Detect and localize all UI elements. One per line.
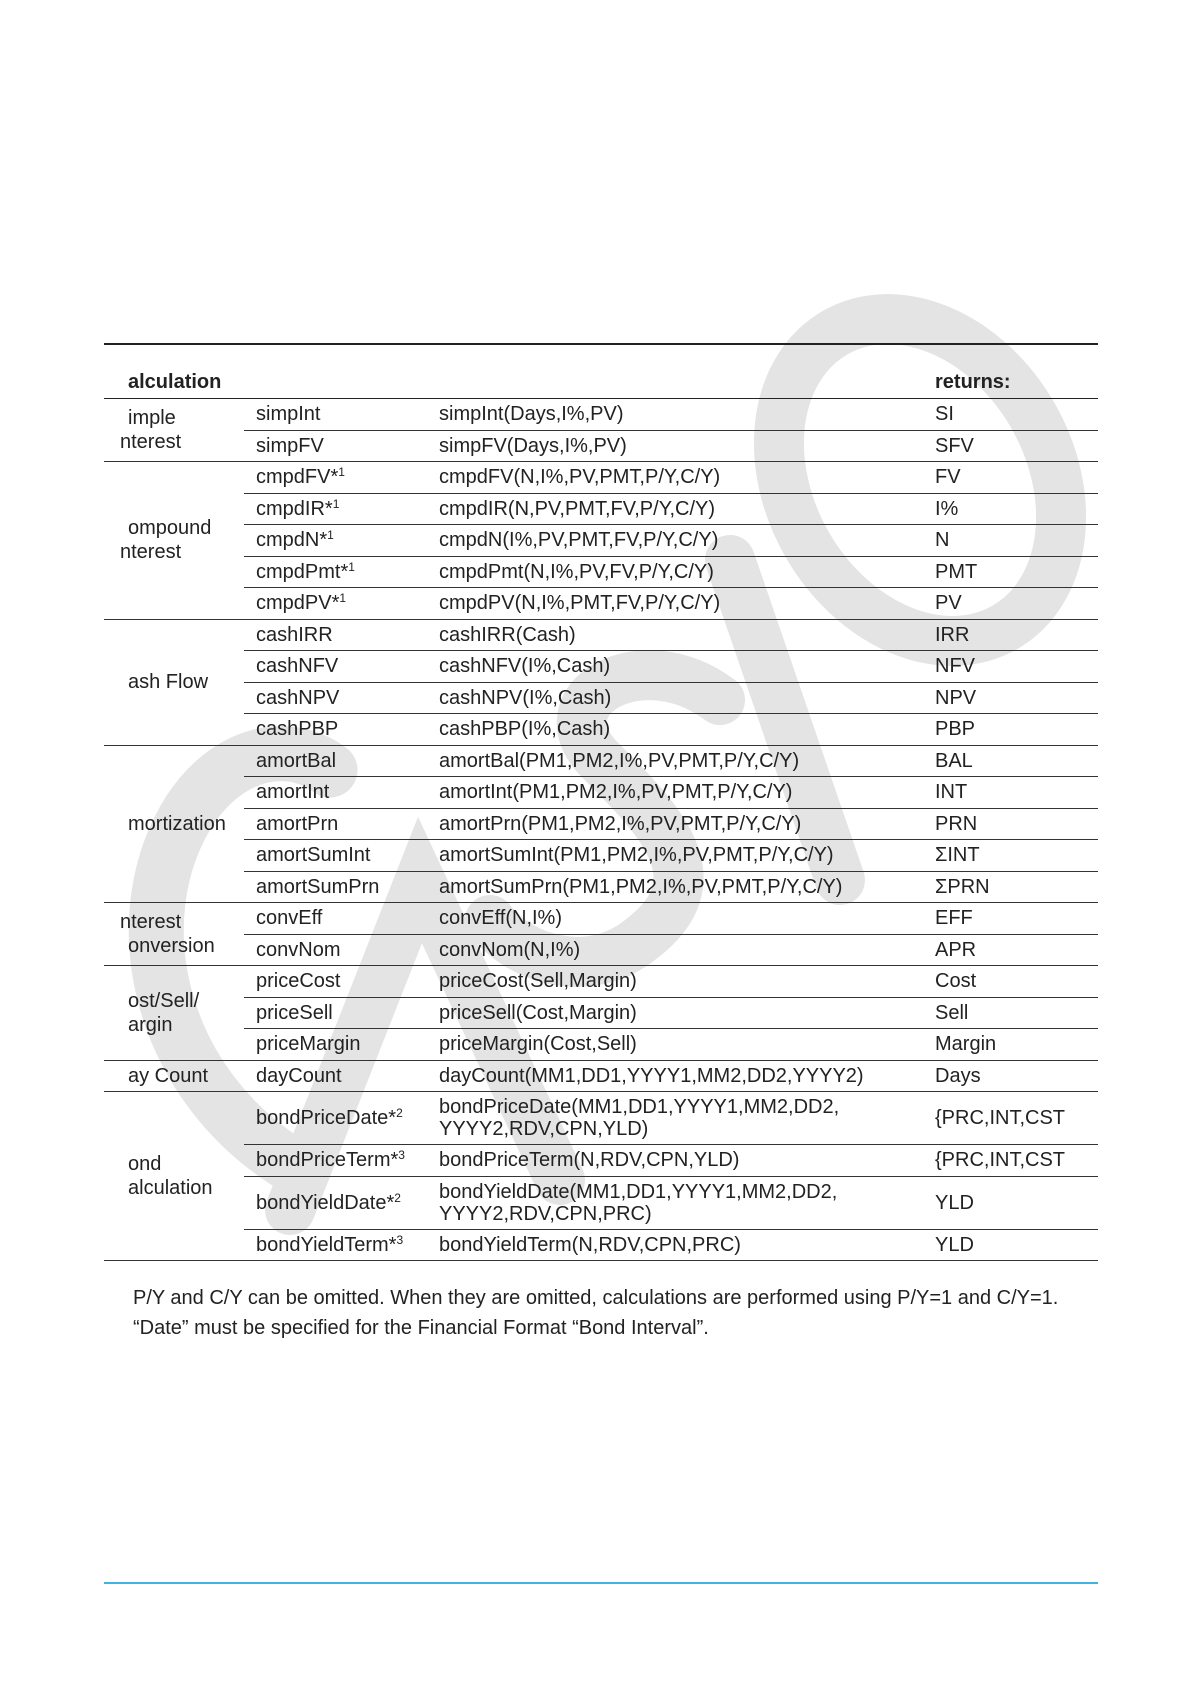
returns-column-header: returns:	[931, 366, 1098, 399]
command-name: simpInt	[256, 403, 321, 426]
table-row	[104, 1092, 1098, 1145]
returns-cell: Days	[931, 1060, 1098, 1092]
command-name: amortInt	[256, 781, 330, 804]
command-cell	[244, 399, 427, 431]
syntax-cell: cashNFV(I%,Cash)	[427, 651, 931, 683]
returns-cell: SI	[931, 399, 1098, 431]
command-name: bondPriceDate*	[256, 1107, 397, 1129]
command-cell	[244, 1145, 427, 1177]
syntax-cell: convNom(N,I%)	[427, 934, 931, 966]
table-row	[104, 840, 1098, 872]
syntax-cell: cmpdPV(N,I%,PMT,FV,P/Y,C/Y)	[427, 588, 931, 620]
table-row	[104, 619, 1098, 651]
command-cell	[244, 556, 427, 588]
command-name: bondYieldTerm*	[256, 1233, 397, 1256]
syntax-cell: simpInt(Days,I%,PV)	[427, 399, 931, 431]
bottom-accent-rule	[104, 1582, 1098, 1584]
command-cell	[244, 934, 427, 966]
table-row	[104, 556, 1098, 588]
command-name: cashNFV	[256, 655, 339, 678]
footnote-marker: 1	[339, 591, 347, 606]
top-rule	[104, 343, 1098, 345]
syntax-cell: bondYieldTerm(N,RDV,CPN,PRC)	[427, 1229, 931, 1261]
syntax-cell: priceMargin(Cost,Sell)	[427, 1029, 931, 1061]
category-label-line: ost/Sell/	[128, 989, 200, 1012]
returns-cell: Cost	[931, 966, 1098, 998]
returns-cell: PRN	[931, 808, 1098, 840]
table-row	[104, 966, 1098, 998]
category-cell	[104, 462, 244, 620]
table-row	[104, 871, 1098, 903]
syntax-cell: cmpdIR(N,PV,PMT,FV,P/Y,C/Y)	[427, 493, 931, 525]
table-row	[104, 1229, 1098, 1261]
footnote-marker: 1	[338, 465, 345, 480]
calculation-column-header: alculation	[104, 366, 244, 399]
table-row	[104, 682, 1098, 714]
syntax-cell: amortBal(PM1,PM2,I%,PV,PMT,P/Y,C/Y)	[427, 745, 931, 777]
syntax-cell: convEff(N,I%)	[427, 903, 931, 935]
syntax-cell: cmpdPmt(N,I%,PV,FV,P/Y,C/Y)	[427, 556, 931, 588]
returns-cell: Sell	[931, 997, 1098, 1029]
footnote-marker: 3	[398, 1148, 405, 1163]
footnote-marker: 1	[348, 559, 355, 574]
table-row	[104, 399, 1098, 431]
syntax-cell: simpFV(Days,I%,PV)	[427, 430, 931, 462]
category-cell	[104, 619, 244, 745]
category-label-line: onversion	[128, 935, 215, 957]
returns-cell: {PRC,INT,CST	[931, 1145, 1098, 1177]
command-cell	[244, 871, 427, 903]
returns-cell: FV	[931, 462, 1098, 494]
syntax-cell: dayCount(MM1,DD1,YYYY1,MM2,DD2,YYYY2)	[427, 1060, 931, 1092]
table-row	[104, 1176, 1098, 1229]
command-cell	[244, 651, 427, 683]
command-cell	[244, 493, 427, 525]
category-cell	[104, 1092, 244, 1261]
command-cell	[244, 525, 427, 557]
table-row	[104, 997, 1098, 1029]
table-row	[104, 934, 1098, 966]
footnotes	[133, 1283, 1058, 1343]
command-name: priceCost	[256, 970, 341, 993]
category-label-line: imple	[128, 407, 176, 429]
table-row	[104, 651, 1098, 683]
footnote-marker: 2	[394, 1190, 401, 1205]
returns-cell: IRR	[931, 619, 1098, 651]
category-label-line: ash Flow	[128, 671, 209, 693]
command-cell	[244, 997, 427, 1029]
footnote-1: P/Y and C/Y can be omitted. When they are omitted, calculations are performed using P/Y=1 and C/Y=1.	[133, 1287, 1059, 1309]
command-name: simpFV	[256, 434, 324, 457]
table-row	[104, 525, 1098, 557]
returns-cell: INT	[931, 777, 1098, 809]
category-label-line: ay Count	[128, 1064, 209, 1087]
command-cell	[244, 682, 427, 714]
command-cell	[244, 777, 427, 809]
syntax-cell: cashPBP(I%,Cash)	[427, 714, 931, 746]
command-name: cashNPV	[256, 686, 340, 709]
category-cell	[104, 903, 244, 966]
command-name: bondPriceTerm*	[256, 1149, 399, 1172]
footnote-2: “Date” must be specified for the Financial Format “Bond Interval”.	[133, 1317, 709, 1339]
command-name: cmpdFV*	[256, 466, 339, 489]
syntax-cell: cmpdFV(N,I%,PV,PMT,P/Y,C/Y)	[427, 462, 931, 494]
table-row	[104, 714, 1098, 746]
category-cell	[104, 399, 244, 462]
table-row	[104, 1029, 1098, 1061]
category-label-line: ompound	[128, 517, 212, 540]
syntax-cell: bondPriceDate(MM1,DD1,YYYY1,MM2,DD2, YYYY2,RDV,CPN,YLD)	[427, 1092, 931, 1145]
command-column-header	[244, 366, 427, 399]
syntax-cell: bondYieldDate(MM1,DD1,YYYY1,MM2,DD2, YYYY2,RDV,CPN,PRC)	[427, 1176, 931, 1229]
command-cell	[244, 714, 427, 746]
table-row	[104, 1060, 1098, 1092]
table-row	[104, 430, 1098, 462]
footnote-marker: 2	[396, 1106, 403, 1120]
command-name: cashPBP	[256, 718, 339, 741]
syntax-cell: priceCost(Sell,Margin)	[427, 966, 931, 998]
command-name: amortPrn	[256, 812, 339, 835]
category-cell	[104, 745, 244, 903]
syntax-cell: amortPrn(PM1,PM2,I%,PV,PMT,P/Y,C/Y)	[427, 808, 931, 840]
table-row	[104, 903, 1098, 935]
returns-cell: PV	[931, 588, 1098, 620]
category-label-line: mortization	[128, 812, 226, 835]
category-label-line: ond	[128, 1153, 162, 1175]
command-name: bondYieldDate*	[256, 1191, 395, 1214]
command-cell	[244, 1092, 427, 1145]
table-row	[104, 493, 1098, 525]
command-name: priceMargin	[256, 1033, 361, 1056]
syntax-cell: amortSumPrn(PM1,PM2,I%,PV,PMT,P/Y,C/Y)	[427, 871, 931, 903]
command-name: amortSumInt	[256, 844, 371, 867]
table-row	[104, 808, 1098, 840]
command-name: cmpdPV*	[256, 592, 340, 615]
category-label-line: alculation	[128, 1177, 213, 1199]
command-name: convEff	[256, 907, 323, 930]
returns-cell: BAL	[931, 745, 1098, 777]
footnote-marker: 3	[396, 1232, 404, 1247]
command-cell	[244, 430, 427, 462]
returns-cell: YLD	[931, 1176, 1098, 1229]
returns-cell: APR	[931, 934, 1098, 966]
table-header-row	[104, 366, 1098, 399]
syntax-cell: priceSell(Cost,Margin)	[427, 997, 931, 1029]
table-row	[104, 1145, 1098, 1177]
category-label-line: argin	[128, 1013, 173, 1036]
command-name: cashIRR	[256, 623, 333, 646]
command-cell	[244, 1176, 427, 1229]
table-row	[104, 588, 1098, 620]
footnote-marker: 1	[327, 528, 334, 543]
table-row	[104, 745, 1098, 777]
command-name: convNom	[256, 938, 341, 961]
syntax-column-header	[427, 366, 931, 399]
returns-cell: N	[931, 525, 1098, 557]
syntax-cell: amortSumInt(PM1,PM2,I%,PV,PMT,P/Y,C/Y)	[427, 840, 931, 872]
category-cell	[104, 966, 244, 1061]
command-cell	[244, 903, 427, 935]
financial-commands-table	[104, 366, 1098, 1261]
returns-cell: ΣPRN	[931, 871, 1098, 903]
returns-cell: YLD	[931, 1229, 1098, 1261]
command-name: cmpdIR*	[256, 497, 333, 520]
syntax-cell: cmpdN(I%,PV,PMT,FV,P/Y,C/Y)	[427, 525, 931, 557]
syntax-cell: cashNPV(I%,Cash)	[427, 682, 931, 714]
returns-cell: EFF	[931, 903, 1098, 935]
command-name: amortBal	[256, 749, 337, 772]
command-cell	[244, 1060, 427, 1092]
syntax-cell: cashIRR(Cash)	[427, 619, 931, 651]
command-cell	[244, 808, 427, 840]
returns-cell: NPV	[931, 682, 1098, 714]
category-label-line: nterest	[120, 911, 182, 933]
table-row	[104, 462, 1098, 494]
syntax-cell: bondPriceTerm(N,RDV,CPN,YLD)	[427, 1145, 931, 1177]
footnote-marker: 1	[332, 496, 340, 511]
command-name: amortSumPrn	[256, 875, 380, 898]
command-name: dayCount	[256, 1064, 342, 1087]
category-label-line: nterest	[120, 541, 182, 564]
returns-cell: SFV	[931, 430, 1098, 462]
command-cell	[244, 966, 427, 998]
returns-cell: Margin	[931, 1029, 1098, 1061]
command-cell	[244, 462, 427, 494]
returns-cell: ΣINT	[931, 840, 1098, 872]
command-cell	[244, 1029, 427, 1061]
command-name: cmpdPmt*	[256, 560, 349, 583]
returns-cell: NFV	[931, 651, 1098, 683]
returns-cell: I%	[931, 493, 1098, 525]
command-cell	[244, 1229, 427, 1261]
table-row	[104, 777, 1098, 809]
category-cell	[104, 1060, 244, 1092]
returns-cell: {PRC,INT,CST	[931, 1092, 1098, 1145]
command-name: priceSell	[256, 1001, 333, 1024]
command-name: cmpdN*	[256, 529, 328, 552]
command-cell	[244, 588, 427, 620]
returns-cell: PMT	[931, 556, 1098, 588]
command-cell	[244, 619, 427, 651]
command-cell	[244, 840, 427, 872]
syntax-cell: amortInt(PM1,PM2,I%,PV,PMT,P/Y,C/Y)	[427, 777, 931, 809]
returns-cell: PBP	[931, 714, 1098, 746]
command-cell	[244, 745, 427, 777]
category-label-line: nterest	[120, 431, 182, 453]
